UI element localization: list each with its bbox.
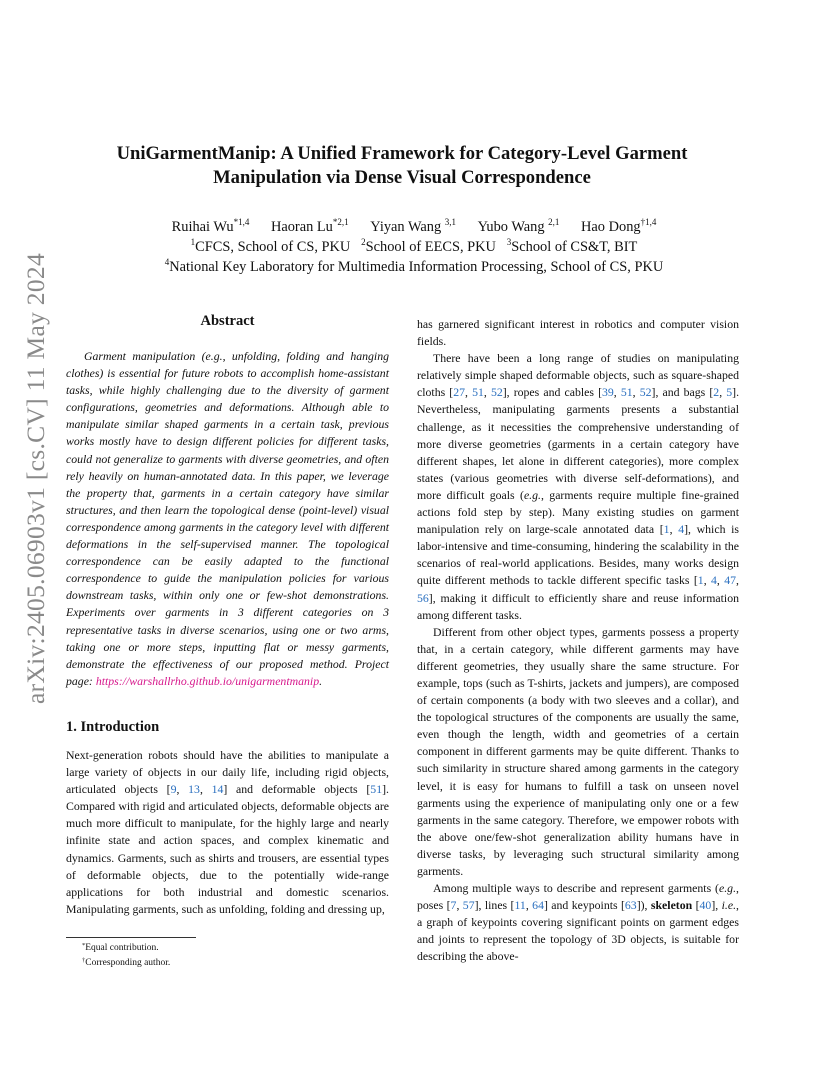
body-text: ] and deformable objects [	[223, 782, 371, 797]
paragraph-structure: Different from other object types, garments possess a property that, in a certain category, while different garments may have different geometries, they usually share the same structure. For example, tops (such as T-shirts, jackets and jumpers), are composed of certain components (a body with two sleeves and a collar), and the topological structures of the components are usually the same, even though the length, width and geometries of a certain component in different garments may be quite different. Thanks to such similarity in structure shared among garments in the category level, it is easy for humans to fulfill a task on unseen novel garments using the experience of manipulating only one or a few garments in the same category. Therefore, we empower robots with the above one/few-shot generalization ability humans have in diverse tasks, by leveraging such structural similarity among garments.	[417, 624, 739, 878]
author-mark: 2,1	[548, 217, 560, 227]
project-page-link[interactable]: https://warshallrho.github.io/unigarmentmanip	[95, 673, 320, 688]
author	[478, 219, 560, 235]
body-text: ,	[456, 898, 463, 913]
arxiv-stamp	[16, 252, 56, 704]
citation-link[interactable]: 4	[678, 522, 685, 537]
citation-link[interactable]: 27	[453, 385, 466, 400]
body-text: Next-generation robots should have the abilities to manipulate a large variety of objects in our daily life, including rigid objects, articulated objects [	[66, 748, 389, 797]
intro-column-right	[417, 316, 739, 966]
citation-link[interactable]: 5	[726, 385, 733, 400]
affiliation: National Key Laboratory for Multimedia Information Processing, School of CS, PKU	[169, 259, 664, 275]
citation-link[interactable]: 57	[462, 898, 475, 913]
body-text: , poses [	[417, 881, 739, 913]
affiliation: School of EECS, PKU	[365, 239, 496, 255]
body-text: ]),	[636, 898, 651, 913]
abstract-heading: Abstract	[200, 313, 255, 329]
footnote-equal-contribution	[66, 941, 170, 956]
citation-link[interactable]: 51	[370, 782, 383, 797]
body-text: ,	[719, 385, 727, 400]
affiliations-line-1	[90, 237, 738, 257]
body-text: ]. Nevertheless, manipulating garments presents a substantial challenge, as it necessities the comprehensive understanding of more diverse geometries (garments in a certain category have different shapes, let alone in different categories), more complex states (various geometries with diverse self-deformations), and more difficult goals (	[417, 385, 740, 502]
paragraph-continued: has garnered significant interest in robotics and computer vision fields.	[417, 317, 739, 349]
affiliation-number: 2	[361, 237, 366, 247]
affiliation-number: 3	[506, 237, 512, 247]
citation-link[interactable]: 7	[450, 898, 457, 913]
body-text: , garments require multiple fine-grained actions fold step by step). Many existing studies on garment manipulation rely on large-scale annotated data [	[417, 487, 739, 537]
author-name: Haoran Lu	[270, 219, 333, 235]
body-text-italic: i.e.	[721, 898, 737, 913]
citation-link[interactable]: 52	[639, 385, 652, 400]
body-text-bold: skeleton	[650, 898, 693, 913]
citation-link[interactable]: 4	[711, 573, 717, 588]
citation-link[interactable]: 56	[417, 590, 429, 605]
paper-title	[90, 142, 714, 190]
body-text: ]. Compared with rigid and articulated objects, deformable objects are much more difficult to manipulate, for the highly large and nearly infinite state and action spaces, and complex kinematic and dynamics. Garments, such as shirts and trousers, are essential types of deformable objects, due to the potentially wide-range applications for both industrial and domestic scenarios. Manipulating garments, such as unfolding, folding and dressing up,	[66, 782, 389, 916]
abstract-end: .	[319, 673, 323, 688]
body-text: ], lines [	[474, 898, 515, 913]
footnotes	[66, 941, 170, 970]
body-text: There have been a long range of studies on manipulating relatively simple shaped deformable objects, such as square-shaped cloths [	[417, 351, 739, 400]
title-line-2: Manipulation via Dense Visual Correspondence	[213, 167, 591, 188]
body-text: ,	[483, 385, 491, 400]
section-heading-introduction: 1. Introduction	[66, 719, 160, 735]
citation-link[interactable]: 40	[699, 898, 712, 913]
body-text: ], ropes and cables [	[502, 385, 602, 400]
affiliation: CFCS, School of CS, PKU	[195, 239, 351, 255]
affiliation-number: 4	[164, 257, 170, 267]
footnote-rule	[66, 937, 196, 938]
paragraph-related-work	[417, 350, 739, 624]
footnote-text: Equal contribution.	[85, 943, 159, 953]
citation-link[interactable]: 13	[188, 782, 200, 797]
body-text-italic: e.g.	[719, 881, 737, 896]
body-text: ], making it difficult to efficiently share and reuse information among different tasks.	[417, 590, 739, 622]
body-text: ,	[199, 782, 212, 797]
abstract-text: Garment manipulation (e.g., unfolding, folding and hanging clothes) is essential for future robots to accomplish home-assistant tasks, while highly challenging due to the diversity of garment configurations, geometries and deformations. Although able to manipulate similar shaped garments in a certain task, previous works mostly have to design different policies for different tasks, could not generalize to garments with diverse geometries, and often rely heavily on human-annotated data. In this paper, we leverage the property that, garments in a certain category have similar structures, and then learn the topological dense (point-level) visual correspondence among garments in the category level with different deformations in the self-supervised manner. The topological correspondence can be easily adapted to the functional correspondence to guide the manipulation policies for various downstream tasks, within only one or few-shot demonstrations. Experiments over garments in 3 different categories on 3 representative tasks in diverse scenarios, using one or two arms, taking one or more steps, inputting flat or messy garments, demonstrate the effectiveness of our proposed method. Project page:	[66, 349, 389, 688]
author-name: Ruihai Wu	[171, 219, 234, 235]
body-text: [	[692, 898, 700, 913]
body-text: ,	[669, 522, 679, 537]
paragraph-representation	[417, 880, 739, 965]
author-name: Yiyan Wang	[370, 219, 442, 235]
author-mark: †1,4	[640, 217, 657, 227]
author-mark: 3,1	[444, 217, 457, 227]
affiliation: School of CS&T, BIT	[511, 239, 638, 255]
title-line-1: UniGarmentManip: A Unified Framework for Category-Level Garment	[116, 143, 688, 164]
author-mark: *2,1	[332, 217, 349, 227]
author	[581, 219, 656, 235]
citation-link[interactable]: 1	[697, 573, 704, 588]
body-text: Among multiple ways to describe and represent garments (	[433, 881, 719, 896]
author-name: Yubo Wang	[477, 219, 545, 235]
abstract-body	[66, 348, 389, 690]
citation-link[interactable]: 1	[663, 522, 670, 537]
body-text: ,	[632, 385, 640, 400]
citation-link[interactable]: 2	[713, 385, 720, 400]
body-text: ,	[716, 573, 725, 588]
footnote-text: Corresponding author.	[85, 957, 171, 968]
body-text: ], which is labor-intensive and time-consuming, hindering the scalability in the scenarios of real-world applications. Besides, many works design quite different methods to tackle different specific tasks [	[417, 522, 739, 588]
affiliation-number: 1	[190, 237, 196, 247]
footnote-mark: †	[82, 956, 86, 964]
body-text-italic: e.g.	[523, 487, 541, 502]
citation-link[interactable]: 63	[624, 898, 637, 913]
author-name: Hao Dong	[581, 219, 641, 235]
affiliations-line-2	[90, 257, 738, 277]
author-list	[90, 217, 738, 237]
author	[370, 219, 456, 235]
body-text: ,	[465, 385, 473, 400]
body-text: ,	[703, 573, 712, 588]
arxiv-stamp-text: arXiv:2405.06903v1 [cs.CV] 11 May 2024	[21, 252, 50, 704]
citation-link[interactable]: 39	[602, 385, 614, 400]
body-text: ,	[736, 573, 739, 588]
citation-link[interactable]: 52	[490, 385, 503, 400]
abstract-paragraph	[66, 348, 389, 690]
author-block	[90, 217, 738, 277]
citation-link[interactable]: 11	[514, 898, 526, 913]
author	[271, 219, 349, 235]
footnote-corresponding-author	[66, 956, 170, 971]
body-text: ,	[613, 385, 621, 400]
citation-link[interactable]: 64	[532, 898, 544, 913]
author	[172, 219, 250, 235]
body-text: ] and keypoints [	[543, 898, 625, 913]
body-text: , a graph of keypoints covering significant points on garment edges and joints to represent the topology of 3D objects, is suitable for describing the above-	[417, 898, 739, 964]
citation-link[interactable]: 47	[724, 573, 737, 588]
body-text: ],	[711, 898, 722, 913]
body-text: ], and bags [	[651, 385, 714, 400]
intro-column-left	[66, 747, 389, 918]
citation-link[interactable]: 9	[170, 782, 177, 797]
citation-link[interactable]: 51	[620, 385, 633, 400]
intro-paragraph-1	[66, 747, 389, 918]
body-text: ,	[176, 782, 189, 797]
citation-link[interactable]: 51	[472, 385, 484, 400]
body-text: ,	[525, 898, 533, 913]
author-mark: *1,4	[233, 217, 250, 227]
citation-link[interactable]: 14	[211, 782, 224, 797]
footnote-mark: *	[82, 942, 86, 949]
